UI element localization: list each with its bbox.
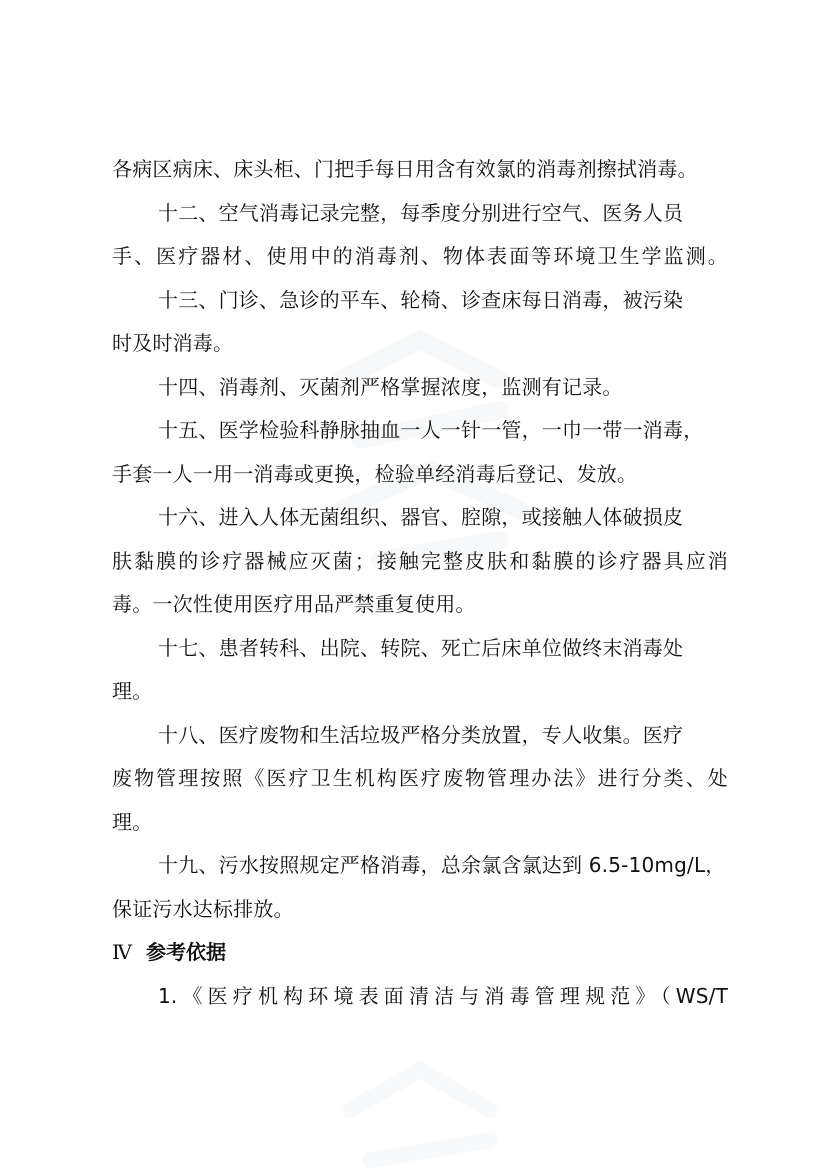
text-line: 十四、消毒剂、灭菌剂严格掌握浓度，监测有记录。 (158, 374, 623, 399)
section-title: 参考依据 (145, 940, 226, 964)
watermark-icon-bottom (320, 1040, 520, 1174)
section-heading (112, 931, 728, 975)
text-line: 十五、医学检验科静脉抽血一人一针一管，一巾一带一消毒， (158, 418, 704, 442)
text-line: 十三、门诊、急诊的平车、轮椅、诊查床每日消毒，被污染 (158, 287, 684, 312)
text-line: 时及时消毒。 (112, 331, 234, 355)
text-line: 十六、进入人体无菌组织、器官、腔隙，或接触人体破损皮 (158, 505, 684, 529)
text-line: 毒。一次性使用医疗用品严禁重复使用。 (112, 592, 476, 616)
text-line: 理。 (112, 679, 153, 703)
text-line: 保证污水达标排放。 (112, 896, 294, 921)
text-line: 十八、医疗废物和生活垃圾严格分类放置，专人收集。医疗 (158, 722, 684, 747)
text-line: 十七、患者转科、出院、转院、死亡后床单位做终末消毒处 (158, 635, 684, 660)
text-line: 各病区病床、床头柜、门把手每日用含有效氯的消毒剂擦拭消毒。 (112, 157, 698, 181)
text-line: 废物管理按照《医疗卫生机构医疗废物管理办法》进行分类、处 (112, 766, 728, 790)
text-line: 理。 (112, 809, 153, 834)
text-line: 手套一人一用一消毒或更换，检验单经消毒后登记、发放。 (112, 461, 638, 486)
reference-line: 1.《医疗机构环境表面清洁与消毒管理规范》（WS/T (158, 983, 728, 1008)
document-body (112, 148, 728, 1018)
text-line: 十九、污水按照规定严格消毒，总余氯含氯达到 6.5-10mg/L， (158, 853, 726, 877)
text-line: 肤黏膜的诊疗器械应灭菌；接触完整皮肤和黏膜的诊疗器具应消 (112, 548, 728, 573)
text-line: 手、医疗器材、使用中的消毒剂、物体表面等环境卫生学监测。 (112, 244, 728, 268)
section-number: Ⅳ (112, 940, 132, 964)
text-line: 十二、空气消毒记录完整，每季度分别进行空气、医务人员 (158, 200, 684, 225)
